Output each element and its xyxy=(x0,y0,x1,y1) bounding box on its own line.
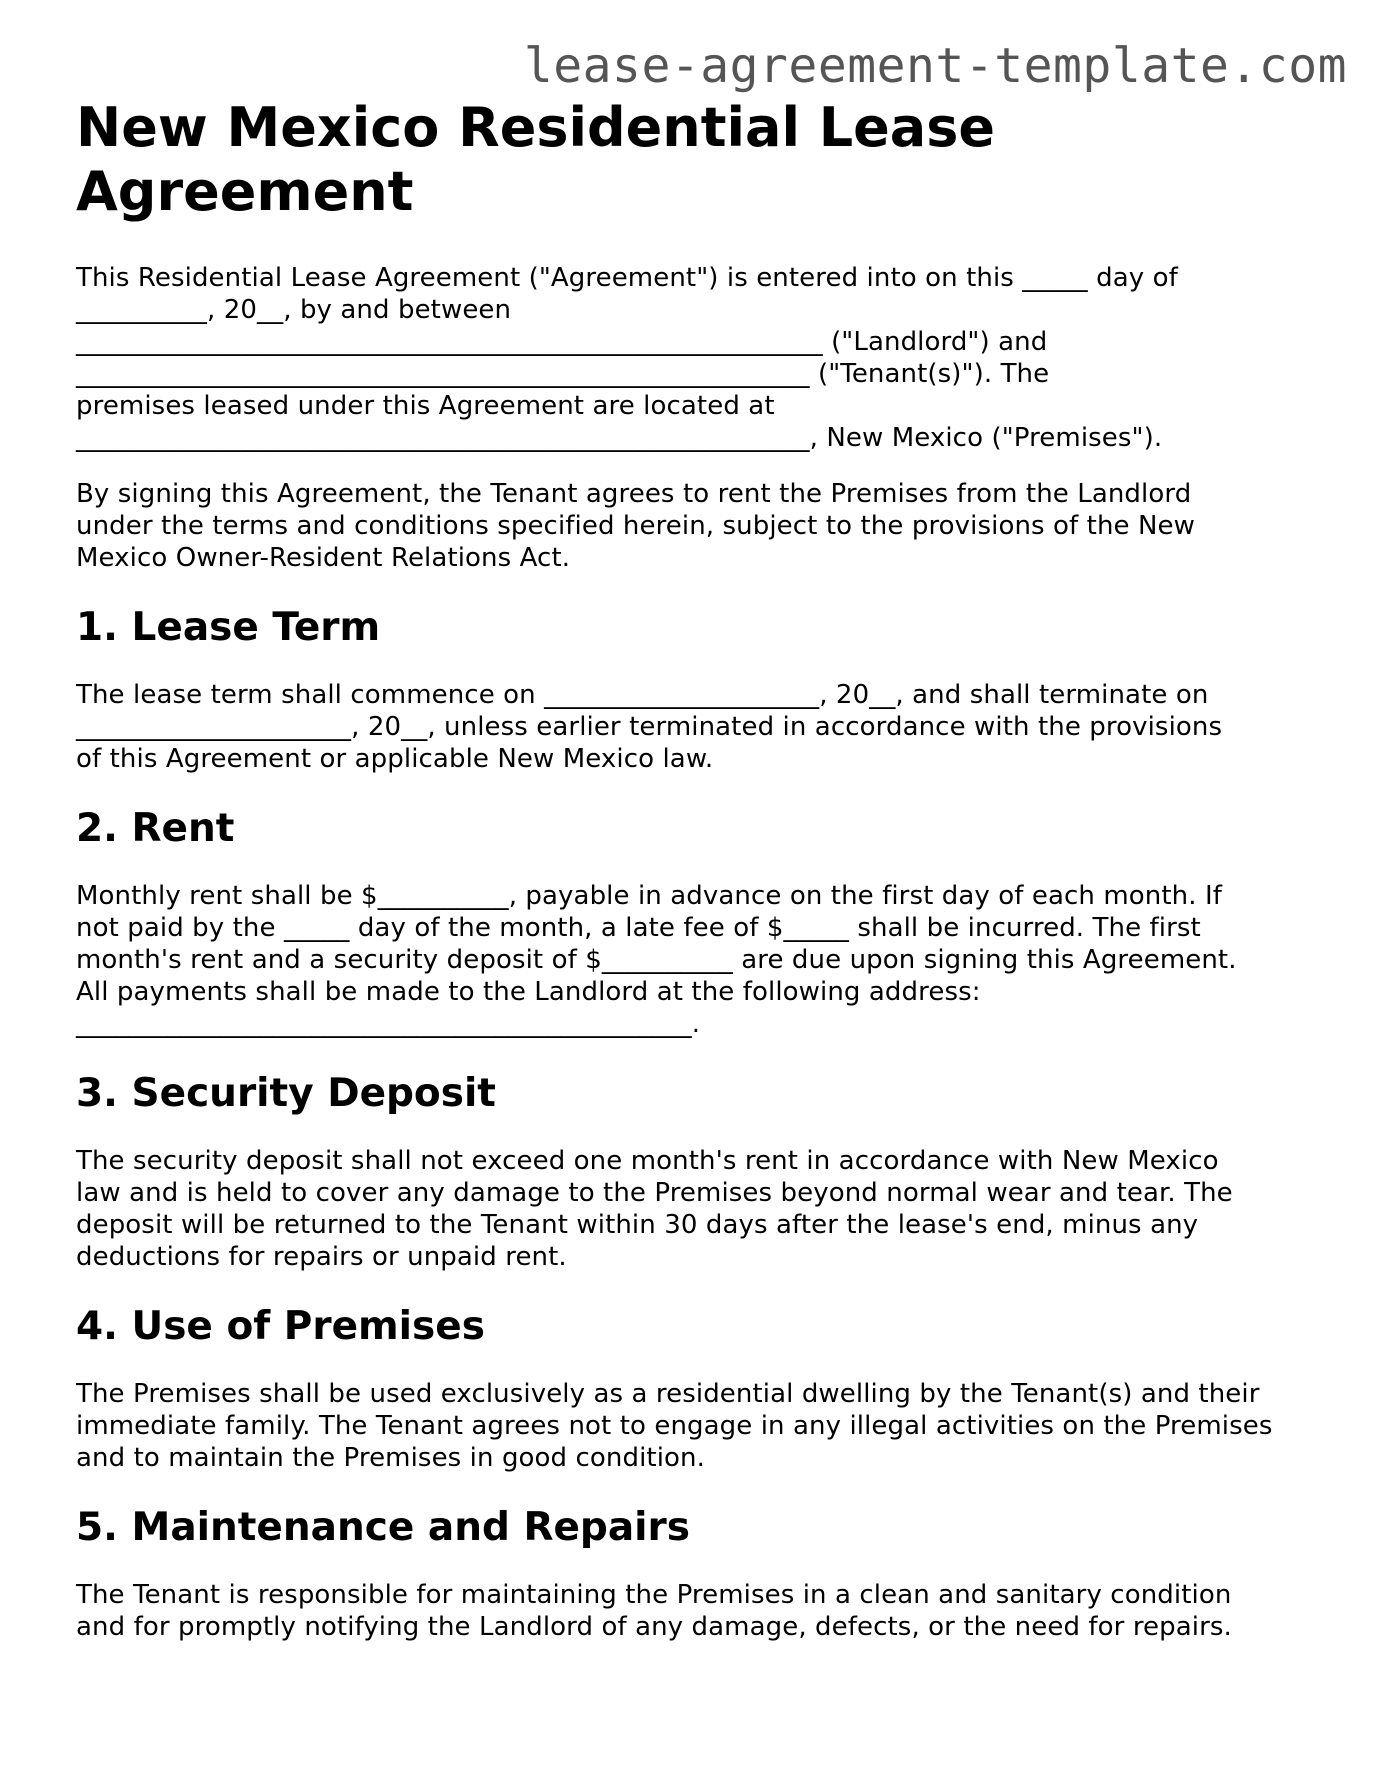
section-heading-lease-term: 1. Lease Term xyxy=(76,605,381,650)
section-line: law and is held to cover any damage to the Premises beyond normal wear and tear. The xyxy=(76,1178,1233,1208)
section-line: _____________________, 20__, unless earlier terminated in accordance with the provisions xyxy=(76,712,1223,742)
section-line: of this Agreement or applicable New Mexico law. xyxy=(76,744,714,774)
section-heading-security-deposit: 3. Security Deposit xyxy=(76,1071,496,1116)
section-text-rent xyxy=(76,880,1306,1040)
section-line: _______________________________________________. xyxy=(76,1009,701,1039)
intro-line: ________________________________________________________ ("Tenant(s)"). The xyxy=(76,359,1050,389)
intro-line: This Residential Lease Agreement ("Agreement") is entered into on this _____ day of xyxy=(76,263,1178,293)
section-line: The Tenant is responsible for maintaining the Premises in a clean and sanitary condition xyxy=(76,1580,1232,1610)
preamble-line: under the terms and conditions specified herein, subject to the provisions of the New xyxy=(76,511,1196,541)
section-line: deductions for repairs or unpaid rent. xyxy=(76,1242,567,1272)
preamble-line: By signing this Agreement, the Tenant agrees to rent the Premises from the Landlord xyxy=(76,479,1192,509)
intro-paragraph xyxy=(76,262,1306,454)
document-title: New Mexico Residential Lease Agreement xyxy=(76,96,996,223)
site-watermark: lease-agreement-template.com xyxy=(523,38,1347,94)
section-heading-maintenance: 5. Maintenance and Repairs xyxy=(76,1505,690,1550)
section-line: and for promptly notifying the Landlord of any damage, defects, or the need for repairs. xyxy=(76,1612,1232,1642)
section-heading-use-of-premises: 4. Use of Premises xyxy=(76,1304,485,1349)
section-line: Monthly rent shall be $__________, payable in advance on the first day of each month. If xyxy=(76,881,1222,911)
section-text-maintenance xyxy=(76,1579,1306,1643)
section-text-security-deposit xyxy=(76,1145,1306,1273)
section-line: deposit will be returned to the Tenant within 30 days after the lease's end, minus any xyxy=(76,1210,1199,1240)
intro-line: __________, 20__, by and between xyxy=(76,295,512,325)
preamble-line: Mexico Owner-Resident Relations Act. xyxy=(76,543,571,573)
intro-line: _________________________________________________________ ("Landlord") and xyxy=(76,327,1048,357)
section-line: The security deposit shall not exceed one month's rent in accordance with New Mexico xyxy=(76,1146,1219,1176)
document-page xyxy=(76,96,1306,1673)
section-heading-rent: 2. Rent xyxy=(76,806,235,851)
section-line: All payments shall be made to the Landlord at the following address: xyxy=(76,977,981,1007)
preamble-paragraph xyxy=(76,478,1306,574)
intro-line: ________________________________________________________, New Mexico ("Premises"). xyxy=(76,423,1163,453)
section-line: The Premises shall be used exclusively as a residential dwelling by the Tenant(s) and their xyxy=(76,1379,1260,1409)
section-line: and to maintain the Premises in good condition. xyxy=(76,1443,706,1473)
section-text-lease-term xyxy=(76,679,1306,775)
section-line: The lease term shall commence on _____________________, 20__, and shall terminate on xyxy=(76,680,1209,710)
section-line: not paid by the _____ day of the month, a late fee of $_____ shall be incurred. The first xyxy=(76,913,1201,943)
section-line: month's rent and a security deposit of $__________ are due upon signing this Agreement. xyxy=(76,945,1237,975)
intro-line: premises leased under this Agreement are located at xyxy=(76,391,775,421)
section-text-use-of-premises xyxy=(76,1378,1306,1474)
section-line: immediate family. The Tenant agrees not to engage in any illegal activities on the Premises xyxy=(76,1411,1273,1441)
